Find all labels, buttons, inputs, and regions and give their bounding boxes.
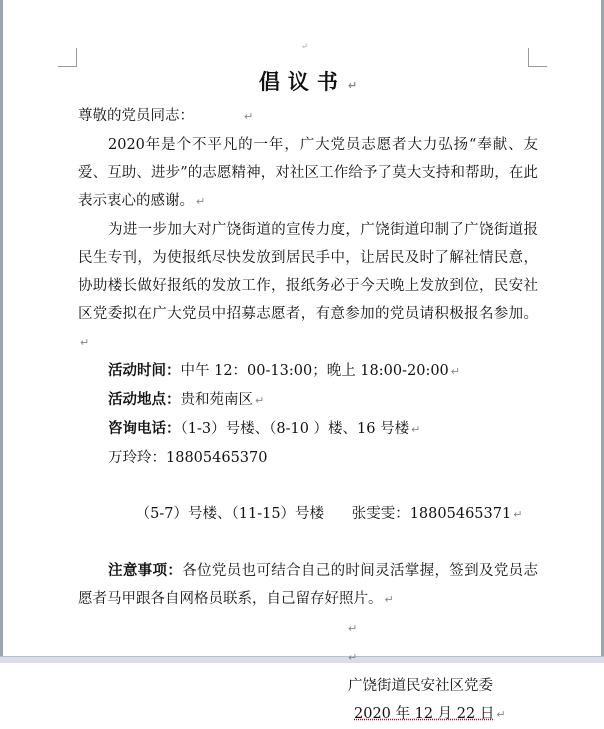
blank-line-1: ↵ [348,622,358,635]
document-body[interactable] [78,66,538,729]
header-paragraph-mark: ↵ [301,42,308,51]
activity-time: 活动时间：中午 12：00-13:00；晚上 18:00-20:00 ↵ [108,362,460,379]
crop-mark-top-right [528,48,547,67]
blank-line-2: ↵ [348,651,358,664]
notice: 注意事项：各位党员也可结合自己的时间灵活掌握，签到及党员志愿者马甲跟各自网格员联系，自己留存好照片。 ↵ [78,562,539,607]
date: 2020 年 12 月 22 日 ↵ [354,706,506,722]
contact-2: （5-7）号楼、（11-15）号楼 张雯雯：18805465371 ↵ [135,506,523,522]
paragraph-2: 为进一步加大对广饶街道的宣传力度，广饶街道印制了广饶街道报民生专刊，为使报纸尽快发放到居民手中，让居民及时了解社情民意，协助楼长做好报纸的发放工作，报纸务必于今天晚上发放到位，民安社区党委拟在广大党员中招募志愿者，有意参加的党员请积极报名参加。↵ [78,222,538,349]
greeting: 尊敬的党员同志： ↵ [78,108,254,124]
crop-mark-top-left [58,48,77,67]
paragraph-1: 2020年是个不平凡的一年，广大党员志愿者大力弘扬“奉献、友爱、互助、进步”的志愿精神，对社区工作给予了莫大支持和帮助，在此表示衷心的感谢。 ↵ [78,137,538,209]
contact-1: 万玲玲：18805465370 [108,450,268,466]
signature: 广饶街道民安社区党委 [348,678,493,694]
window-left-edge [0,0,3,663]
activity-place: 活动地点：贵和苑南区 ↵ [108,391,265,408]
document-title: 倡议书 ↵ [258,69,358,94]
consult-phone: 咨询电话：（1-3）号楼、（8-10 ）楼、16 号楼 ↵ [108,420,421,437]
